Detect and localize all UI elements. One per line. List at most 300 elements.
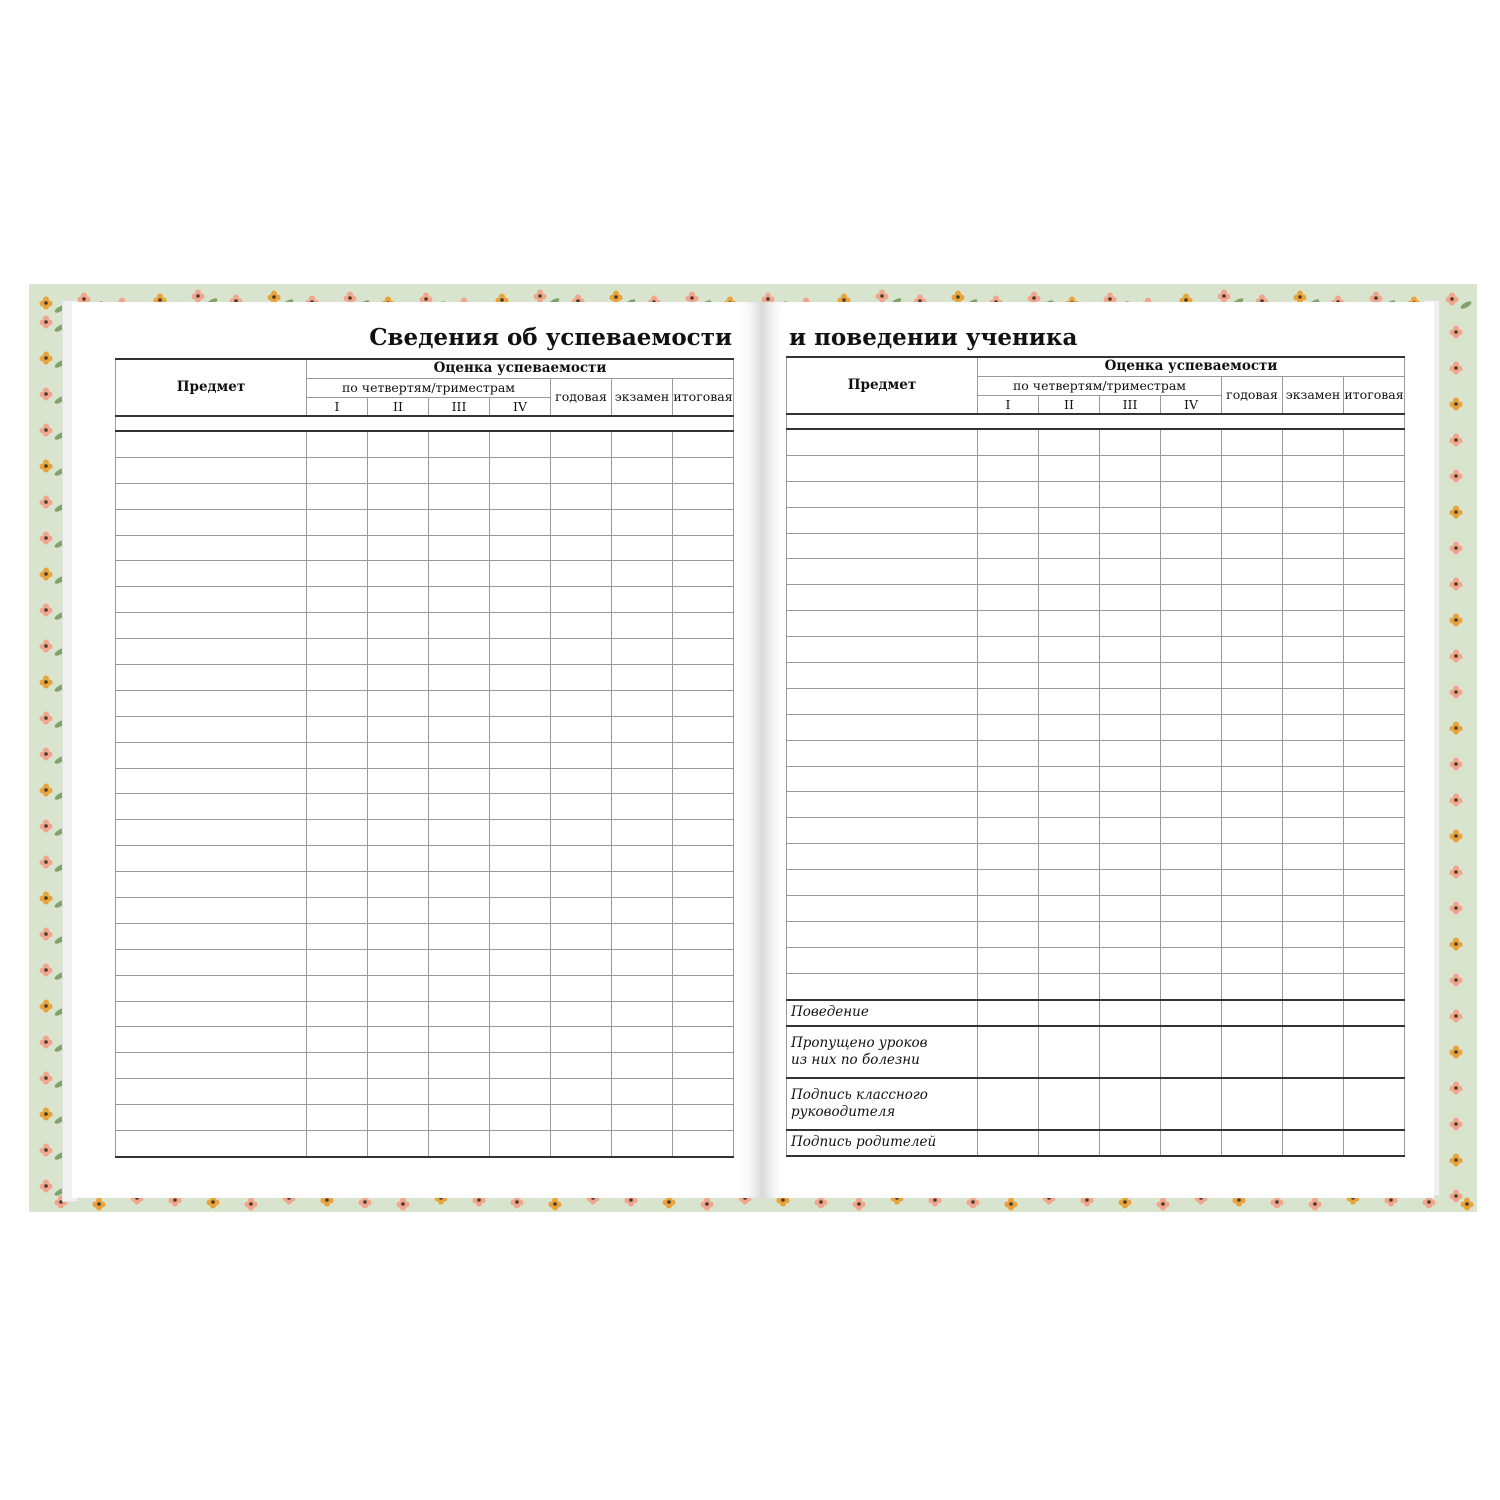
- grade-cell[interactable]: [429, 949, 490, 975]
- grade-cell[interactable]: [307, 457, 368, 483]
- summary-cell[interactable]: [978, 1130, 1039, 1156]
- grade-cell[interactable]: [551, 587, 612, 613]
- subject-cell[interactable]: [116, 431, 307, 457]
- subject-cell[interactable]: [116, 1053, 307, 1079]
- grade-cell[interactable]: [1344, 611, 1405, 637]
- grade-cell[interactable]: [429, 794, 490, 820]
- grade-cell[interactable]: [551, 949, 612, 975]
- subject-cell[interactable]: [787, 921, 978, 947]
- grade-cell[interactable]: [1344, 688, 1405, 714]
- grade-cell[interactable]: [1222, 585, 1283, 611]
- subject-cell[interactable]: [787, 481, 978, 507]
- grade-cell[interactable]: [307, 639, 368, 665]
- grade-cell[interactable]: [673, 716, 734, 742]
- subject-cell[interactable]: [787, 870, 978, 896]
- grade-cell[interactable]: [673, 665, 734, 691]
- subject-cell[interactable]: [787, 637, 978, 663]
- grade-cell[interactable]: [978, 688, 1039, 714]
- grade-cell[interactable]: [1222, 844, 1283, 870]
- grade-cell[interactable]: [1039, 429, 1100, 455]
- summary-cell[interactable]: [1283, 1026, 1344, 1078]
- grade-cell[interactable]: [1283, 429, 1344, 455]
- grade-cell[interactable]: [1283, 792, 1344, 818]
- grade-cell[interactable]: [490, 1053, 551, 1079]
- grade-cell[interactable]: [1100, 792, 1161, 818]
- grade-cell[interactable]: [612, 1105, 673, 1131]
- grade-cell[interactable]: [368, 794, 429, 820]
- grade-cell[interactable]: [673, 768, 734, 794]
- grade-cell[interactable]: [1161, 688, 1222, 714]
- grade-cell[interactable]: [429, 716, 490, 742]
- grade-cell[interactable]: [1161, 870, 1222, 896]
- grade-cell[interactable]: [673, 1131, 734, 1157]
- grade-cell[interactable]: [1283, 637, 1344, 663]
- grade-cell[interactable]: [673, 483, 734, 509]
- grade-cell[interactable]: [673, 613, 734, 639]
- grade-cell[interactable]: [551, 846, 612, 872]
- grade-cell[interactable]: [1161, 429, 1222, 455]
- grade-cell[interactable]: [1161, 714, 1222, 740]
- summary-cell[interactable]: [1222, 1130, 1283, 1156]
- grade-cell[interactable]: [490, 949, 551, 975]
- grade-cell[interactable]: [1283, 559, 1344, 585]
- subject-cell[interactable]: [787, 611, 978, 637]
- summary-cell[interactable]: [1344, 1078, 1405, 1130]
- grade-cell[interactable]: [673, 1027, 734, 1053]
- grade-cell[interactable]: [551, 1001, 612, 1027]
- grade-cell[interactable]: [612, 898, 673, 924]
- grade-cell[interactable]: [978, 559, 1039, 585]
- grade-cell[interactable]: [1100, 663, 1161, 689]
- subject-cell[interactable]: [116, 923, 307, 949]
- subject-cell[interactable]: [787, 818, 978, 844]
- grade-cell[interactable]: [368, 846, 429, 872]
- subject-cell[interactable]: [787, 947, 978, 973]
- grade-cell[interactable]: [612, 1079, 673, 1105]
- grade-cell[interactable]: [1283, 870, 1344, 896]
- grade-cell[interactable]: [551, 639, 612, 665]
- grade-cell[interactable]: [1039, 559, 1100, 585]
- grade-cell[interactable]: [673, 923, 734, 949]
- grade-cell[interactable]: [978, 844, 1039, 870]
- grade-cell[interactable]: [307, 535, 368, 561]
- grade-cell[interactable]: [1283, 921, 1344, 947]
- grade-cell[interactable]: [1283, 714, 1344, 740]
- grade-cell[interactable]: [551, 1027, 612, 1053]
- grade-cell[interactable]: [1344, 663, 1405, 689]
- grade-cell[interactable]: [490, 1079, 551, 1105]
- grade-cell[interactable]: [1039, 844, 1100, 870]
- grade-cell[interactable]: [1283, 481, 1344, 507]
- grade-cell[interactable]: [1283, 585, 1344, 611]
- grade-cell[interactable]: [1222, 740, 1283, 766]
- grade-cell[interactable]: [1100, 947, 1161, 973]
- grade-cell[interactable]: [1161, 663, 1222, 689]
- grade-cell[interactable]: [673, 1053, 734, 1079]
- grade-cell[interactable]: [1161, 637, 1222, 663]
- grade-cell[interactable]: [307, 846, 368, 872]
- subject-cell[interactable]: [787, 896, 978, 922]
- grade-cell[interactable]: [978, 637, 1039, 663]
- grade-cell[interactable]: [429, 561, 490, 587]
- grade-cell[interactable]: [978, 507, 1039, 533]
- grade-cell[interactable]: [1161, 947, 1222, 973]
- subject-cell[interactable]: [787, 507, 978, 533]
- grade-cell[interactable]: [1100, 637, 1161, 663]
- grade-cell[interactable]: [1039, 507, 1100, 533]
- subject-cell[interactable]: [787, 973, 978, 999]
- grade-cell[interactable]: [551, 898, 612, 924]
- grade-cell[interactable]: [612, 561, 673, 587]
- grade-cell[interactable]: [1161, 766, 1222, 792]
- summary-cell[interactable]: [1100, 1000, 1161, 1026]
- summary-cell[interactable]: [1039, 1026, 1100, 1078]
- grade-cell[interactable]: [673, 1001, 734, 1027]
- grade-cell[interactable]: [978, 973, 1039, 999]
- grade-cell[interactable]: [307, 898, 368, 924]
- summary-cell[interactable]: [978, 1078, 1039, 1130]
- grade-cell[interactable]: [1039, 947, 1100, 973]
- grade-cell[interactable]: [1222, 818, 1283, 844]
- grade-cell[interactable]: [1344, 947, 1405, 973]
- grade-cell[interactable]: [1344, 533, 1405, 559]
- grade-cell[interactable]: [551, 431, 612, 457]
- grade-cell[interactable]: [551, 794, 612, 820]
- subject-cell[interactable]: [116, 509, 307, 535]
- grade-cell[interactable]: [429, 768, 490, 794]
- grade-cell[interactable]: [368, 975, 429, 1001]
- grade-cell[interactable]: [368, 898, 429, 924]
- grade-cell[interactable]: [490, 1105, 551, 1131]
- grade-cell[interactable]: [490, 975, 551, 1001]
- grade-cell[interactable]: [1161, 792, 1222, 818]
- grade-cell[interactable]: [551, 975, 612, 1001]
- grade-cell[interactable]: [1344, 481, 1405, 507]
- grade-cell[interactable]: [1039, 766, 1100, 792]
- subject-cell[interactable]: [787, 740, 978, 766]
- grade-cell[interactable]: [1161, 481, 1222, 507]
- grade-cell[interactable]: [673, 1105, 734, 1131]
- subject-cell[interactable]: [116, 716, 307, 742]
- grade-cell[interactable]: [1039, 921, 1100, 947]
- grade-cell[interactable]: [1344, 740, 1405, 766]
- grade-cell[interactable]: [1283, 844, 1344, 870]
- grade-cell[interactable]: [368, 690, 429, 716]
- grade-cell[interactable]: [1161, 455, 1222, 481]
- grade-cell[interactable]: [978, 740, 1039, 766]
- grade-cell[interactable]: [307, 820, 368, 846]
- grade-cell[interactable]: [612, 716, 673, 742]
- grade-cell[interactable]: [490, 483, 551, 509]
- grade-cell[interactable]: [1039, 533, 1100, 559]
- grade-cell[interactable]: [1039, 740, 1100, 766]
- grade-cell[interactable]: [978, 533, 1039, 559]
- subject-cell[interactable]: [116, 1079, 307, 1105]
- subject-cell[interactable]: [116, 975, 307, 1001]
- grade-cell[interactable]: [612, 457, 673, 483]
- grade-cell[interactable]: [368, 483, 429, 509]
- grade-cell[interactable]: [978, 714, 1039, 740]
- grade-cell[interactable]: [612, 587, 673, 613]
- grade-cell[interactable]: [551, 1131, 612, 1157]
- grade-cell[interactable]: [368, 457, 429, 483]
- subject-cell[interactable]: [787, 844, 978, 870]
- grade-cell[interactable]: [1283, 663, 1344, 689]
- subject-cell[interactable]: [116, 742, 307, 768]
- grade-cell[interactable]: [368, 587, 429, 613]
- grade-cell[interactable]: [307, 949, 368, 975]
- grade-cell[interactable]: [429, 1001, 490, 1027]
- grade-cell[interactable]: [1222, 714, 1283, 740]
- subject-cell[interactable]: [787, 688, 978, 714]
- grade-cell[interactable]: [307, 483, 368, 509]
- summary-cell[interactable]: [1039, 1078, 1100, 1130]
- grade-cell[interactable]: [490, 794, 551, 820]
- grade-cell[interactable]: [1100, 559, 1161, 585]
- grade-cell[interactable]: [368, 665, 429, 691]
- grade-cell[interactable]: [1161, 611, 1222, 637]
- subject-cell[interactable]: [116, 1001, 307, 1027]
- grade-cell[interactable]: [1161, 559, 1222, 585]
- grade-cell[interactable]: [1161, 818, 1222, 844]
- grade-cell[interactable]: [673, 794, 734, 820]
- grade-cell[interactable]: [1222, 792, 1283, 818]
- grade-cell[interactable]: [368, 509, 429, 535]
- grade-cell[interactable]: [1100, 896, 1161, 922]
- grade-cell[interactable]: [551, 872, 612, 898]
- subject-cell[interactable]: [116, 690, 307, 716]
- grade-cell[interactable]: [673, 872, 734, 898]
- subject-cell[interactable]: [787, 559, 978, 585]
- subject-cell[interactable]: [116, 949, 307, 975]
- grade-cell[interactable]: [307, 716, 368, 742]
- grade-cell[interactable]: [551, 690, 612, 716]
- grade-cell[interactable]: [1039, 973, 1100, 999]
- grade-cell[interactable]: [307, 1105, 368, 1131]
- subject-cell[interactable]: [116, 457, 307, 483]
- grade-cell[interactable]: [1161, 533, 1222, 559]
- grade-cell[interactable]: [1344, 792, 1405, 818]
- grade-cell[interactable]: [1100, 688, 1161, 714]
- grade-cell[interactable]: [551, 768, 612, 794]
- subject-cell[interactable]: [116, 535, 307, 561]
- grade-cell[interactable]: [1283, 818, 1344, 844]
- grade-cell[interactable]: [1344, 973, 1405, 999]
- grade-cell[interactable]: [978, 947, 1039, 973]
- grade-cell[interactable]: [429, 923, 490, 949]
- grade-cell[interactable]: [673, 457, 734, 483]
- grade-cell[interactable]: [1222, 507, 1283, 533]
- summary-cell[interactable]: [1100, 1078, 1161, 1130]
- subject-cell[interactable]: [787, 663, 978, 689]
- grade-cell[interactable]: [1039, 714, 1100, 740]
- grade-cell[interactable]: [1100, 921, 1161, 947]
- grade-cell[interactable]: [673, 1079, 734, 1105]
- grade-cell[interactable]: [1039, 481, 1100, 507]
- subject-cell[interactable]: [787, 766, 978, 792]
- grade-cell[interactable]: [673, 587, 734, 613]
- summary-cell[interactable]: [1039, 1130, 1100, 1156]
- grade-cell[interactable]: [307, 1027, 368, 1053]
- grade-cell[interactable]: [490, 742, 551, 768]
- grade-cell[interactable]: [551, 561, 612, 587]
- grade-cell[interactable]: [612, 431, 673, 457]
- grade-cell[interactable]: [551, 483, 612, 509]
- grade-cell[interactable]: [307, 768, 368, 794]
- grade-cell[interactable]: [429, 613, 490, 639]
- grade-cell[interactable]: [368, 742, 429, 768]
- grade-cell[interactable]: [978, 870, 1039, 896]
- grade-cell[interactable]: [673, 535, 734, 561]
- grade-cell[interactable]: [490, 431, 551, 457]
- grade-cell[interactable]: [612, 923, 673, 949]
- grade-cell[interactable]: [1283, 688, 1344, 714]
- grade-cell[interactable]: [1100, 973, 1161, 999]
- grade-cell[interactable]: [307, 665, 368, 691]
- grade-cell[interactable]: [978, 455, 1039, 481]
- grade-cell[interactable]: [612, 1131, 673, 1157]
- grade-cell[interactable]: [490, 923, 551, 949]
- grade-cell[interactable]: [307, 690, 368, 716]
- grade-cell[interactable]: [673, 561, 734, 587]
- grade-cell[interactable]: [490, 820, 551, 846]
- grade-cell[interactable]: [429, 535, 490, 561]
- grade-cell[interactable]: [307, 975, 368, 1001]
- grade-cell[interactable]: [1039, 611, 1100, 637]
- grade-cell[interactable]: [490, 561, 551, 587]
- grade-cell[interactable]: [551, 1079, 612, 1105]
- grade-cell[interactable]: [1161, 896, 1222, 922]
- grade-cell[interactable]: [490, 1001, 551, 1027]
- grade-cell[interactable]: [612, 975, 673, 1001]
- grade-cell[interactable]: [307, 561, 368, 587]
- grade-cell[interactable]: [1344, 921, 1405, 947]
- grade-cell[interactable]: [1283, 896, 1344, 922]
- grade-cell[interactable]: [1039, 663, 1100, 689]
- grade-cell[interactable]: [612, 872, 673, 898]
- grade-cell[interactable]: [490, 846, 551, 872]
- summary-cell[interactable]: [1283, 1130, 1344, 1156]
- grade-cell[interactable]: [551, 923, 612, 949]
- grade-cell[interactable]: [612, 509, 673, 535]
- grade-cell[interactable]: [307, 1001, 368, 1027]
- grade-cell[interactable]: [978, 663, 1039, 689]
- grade-cell[interactable]: [307, 431, 368, 457]
- grade-cell[interactable]: [1222, 973, 1283, 999]
- grade-cell[interactable]: [307, 1053, 368, 1079]
- subject-cell[interactable]: [116, 846, 307, 872]
- grade-cell[interactable]: [429, 457, 490, 483]
- grade-cell[interactable]: [1100, 818, 1161, 844]
- grade-cell[interactable]: [368, 872, 429, 898]
- grade-cell[interactable]: [307, 509, 368, 535]
- grade-cell[interactable]: [1222, 455, 1283, 481]
- grade-cell[interactable]: [1039, 688, 1100, 714]
- summary-cell[interactable]: [978, 1000, 1039, 1026]
- summary-cell[interactable]: [1100, 1026, 1161, 1078]
- summary-cell[interactable]: [1283, 1000, 1344, 1026]
- grade-cell[interactable]: [1100, 429, 1161, 455]
- grade-cell[interactable]: [429, 820, 490, 846]
- grade-cell[interactable]: [1344, 559, 1405, 585]
- grade-cell[interactable]: [978, 921, 1039, 947]
- grade-cell[interactable]: [368, 820, 429, 846]
- subject-cell[interactable]: [116, 1027, 307, 1053]
- grade-cell[interactable]: [1222, 533, 1283, 559]
- grade-cell[interactable]: [429, 1105, 490, 1131]
- grade-cell[interactable]: [429, 639, 490, 665]
- grade-cell[interactable]: [673, 639, 734, 665]
- grade-cell[interactable]: [1344, 844, 1405, 870]
- subject-cell[interactable]: [116, 794, 307, 820]
- grade-cell[interactable]: [1283, 533, 1344, 559]
- grade-cell[interactable]: [429, 846, 490, 872]
- grade-cell[interactable]: [490, 898, 551, 924]
- grade-cell[interactable]: [1222, 481, 1283, 507]
- grade-cell[interactable]: [368, 1131, 429, 1157]
- grade-cell[interactable]: [1100, 714, 1161, 740]
- summary-cell[interactable]: [978, 1026, 1039, 1078]
- grade-cell[interactable]: [1222, 870, 1283, 896]
- grade-cell[interactable]: [978, 818, 1039, 844]
- summary-cell[interactable]: [1222, 1078, 1283, 1130]
- subject-cell[interactable]: [116, 561, 307, 587]
- grade-cell[interactable]: [1100, 870, 1161, 896]
- grade-cell[interactable]: [551, 457, 612, 483]
- grade-cell[interactable]: [551, 1105, 612, 1131]
- grade-cell[interactable]: [368, 1105, 429, 1131]
- subject-cell[interactable]: [787, 585, 978, 611]
- grade-cell[interactable]: [673, 431, 734, 457]
- grade-cell[interactable]: [307, 1131, 368, 1157]
- grade-cell[interactable]: [1161, 585, 1222, 611]
- subject-cell[interactable]: [787, 533, 978, 559]
- grade-cell[interactable]: [551, 820, 612, 846]
- subject-cell[interactable]: [787, 429, 978, 455]
- grade-cell[interactable]: [551, 509, 612, 535]
- summary-cell[interactable]: [1344, 1000, 1405, 1026]
- grade-cell[interactable]: [673, 820, 734, 846]
- grade-cell[interactable]: [490, 509, 551, 535]
- grade-cell[interactable]: [368, 1053, 429, 1079]
- grade-cell[interactable]: [1222, 663, 1283, 689]
- grade-cell[interactable]: [612, 794, 673, 820]
- grade-cell[interactable]: [490, 587, 551, 613]
- grade-cell[interactable]: [1283, 740, 1344, 766]
- grade-cell[interactable]: [612, 535, 673, 561]
- subject-cell[interactable]: [116, 483, 307, 509]
- grade-cell[interactable]: [612, 742, 673, 768]
- grade-cell[interactable]: [1344, 896, 1405, 922]
- grade-cell[interactable]: [673, 898, 734, 924]
- grade-cell[interactable]: [1222, 559, 1283, 585]
- grade-cell[interactable]: [1100, 455, 1161, 481]
- grade-cell[interactable]: [307, 587, 368, 613]
- grade-cell[interactable]: [429, 1053, 490, 1079]
- grade-cell[interactable]: [1283, 611, 1344, 637]
- grade-cell[interactable]: [1039, 585, 1100, 611]
- grade-cell[interactable]: [1039, 896, 1100, 922]
- grade-cell[interactable]: [1161, 973, 1222, 999]
- grade-cell[interactable]: [307, 794, 368, 820]
- grade-cell[interactable]: [490, 535, 551, 561]
- summary-cell[interactable]: [1283, 1078, 1344, 1130]
- subject-cell[interactable]: [116, 613, 307, 639]
- summary-cell[interactable]: [1161, 1078, 1222, 1130]
- grade-cell[interactable]: [368, 923, 429, 949]
- summary-cell[interactable]: [1100, 1130, 1161, 1156]
- grade-cell[interactable]: [490, 872, 551, 898]
